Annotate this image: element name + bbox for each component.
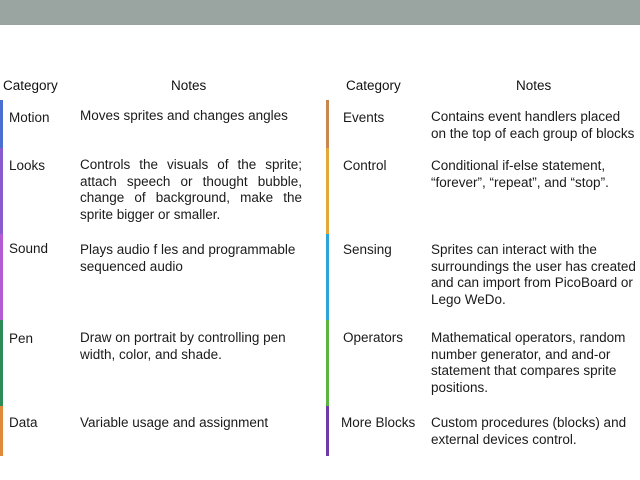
left-row-notes: Plays audio f les and programmable sequenced audio (80, 242, 296, 274)
left-row-category: Looks (9, 158, 46, 173)
right-category-header: Category (346, 78, 401, 93)
left-row-color-bar (0, 148, 3, 234)
right-row-notes: Mathematical operators, random number generator, and and-or statement that compares sprite positions. (431, 330, 626, 395)
left-row-notes: Moves sprites and changes angles (80, 108, 288, 123)
right-row-notes: Custom procedures (blocks) and external devices control. (431, 415, 627, 447)
left-row-color-bar (0, 100, 3, 148)
right-row-notes: Sprites can interact with the surroundings the user has created and can import from PicoBoard or Lego WeDo. (431, 242, 636, 307)
right-row-notes: Contains event handlers placed on the top of each group of blocks (431, 109, 635, 141)
right-row-color-bar (326, 234, 329, 320)
left-row-notes: Draw on portrait by controlling pen width, color, and shade. (80, 330, 286, 362)
right-row-color-bar (326, 406, 329, 456)
right-row-category: Events (343, 110, 385, 125)
top-title-bar (0, 0, 640, 25)
right-row-category: More Blocks (341, 415, 416, 430)
left-row-color-bar (0, 234, 3, 320)
right-row-category: Control (343, 158, 387, 173)
left-row-category: Motion (9, 110, 50, 125)
right-row-color-bar (326, 148, 329, 234)
left-row-category: Data (9, 415, 38, 430)
right-notes-header: Notes (516, 78, 552, 93)
left-row-color-bar (0, 406, 3, 456)
right-row-color-bar (326, 320, 329, 406)
left-row-category: Pen (9, 331, 34, 346)
left-row-color-bar (0, 320, 3, 406)
left-row-category: Sound (9, 241, 49, 256)
left-row-notes: Controls the visuals of the sprite; attach speech or thought bubble, change of background, make the sprite bigger or smaller. (80, 157, 302, 222)
right-row-category: Operators (343, 330, 404, 345)
right-row-color-bar (326, 100, 329, 148)
left-row-notes: Variable usage and assignment (80, 415, 269, 430)
right-row-category: Sensing (343, 242, 392, 257)
left-notes-header: Notes (171, 78, 207, 93)
right-row-notes: Conditional if-else statement, “forever”, “repeat”, and “stop”. (431, 158, 609, 190)
left-category-header: Category (3, 78, 58, 93)
